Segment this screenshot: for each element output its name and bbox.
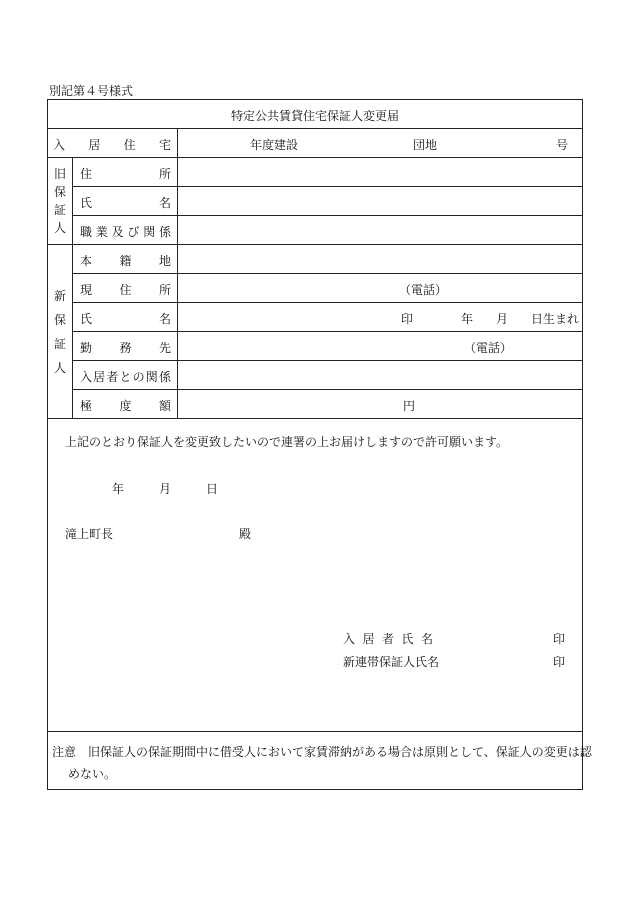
max-amount-label: 極 度 額: [80, 399, 171, 413]
residence-number: 号: [556, 138, 569, 152]
honorific: 殿: [239, 527, 252, 541]
residence-label: 入 居 住 宅: [53, 138, 171, 152]
resident-seal: 印: [553, 632, 566, 646]
new-guarantor-seal: 印: [553, 655, 566, 669]
current-address-label: 現 住 所: [80, 283, 171, 297]
seal-mark: 印: [401, 312, 414, 326]
resident-name-label: 入 居 者 氏 名: [343, 632, 433, 646]
new-name-label: 氏 名: [80, 312, 171, 326]
new-guarantor-signature-label: 新連帯保証人氏名: [343, 655, 440, 669]
note-line-1: 旧保証人の保証期間中に借受人において家賃滞納がある場合は原則として、保証人の変更は認: [88, 745, 592, 759]
note-prefix: 注意: [52, 745, 77, 759]
new-name-field[interactable]: [178, 303, 582, 330]
date-day: 日: [206, 482, 219, 496]
old-address-field[interactable]: [178, 158, 582, 185]
relationship-label: 入 居 者 と の 関 係: [80, 370, 171, 384]
old-name-label: 氏 名: [80, 196, 171, 210]
birth-year-label: 年: [461, 312, 474, 326]
form-title: 特定公共賃貸住宅保証人変更届: [230, 109, 399, 123]
phone-label: （電話）: [399, 283, 448, 297]
workplace-phone-label: （電話）: [464, 341, 513, 355]
yen-label: 円: [403, 399, 416, 413]
workplace-field[interactable]: [178, 332, 582, 359]
registered-domicile-label: 本 籍 地: [80, 254, 171, 268]
old-name-field[interactable]: [178, 187, 582, 214]
request-text: 上記のとおり保証人を変更致したいので連署の上お届けしますので許可願います。: [65, 435, 509, 449]
old-occupation-label: 職 業 及 び 関 係: [80, 225, 171, 239]
old-address-label: 住 所: [80, 167, 171, 181]
form-number: 別記第４号様式: [49, 84, 134, 98]
date-year: 年: [112, 482, 125, 496]
max-amount-field[interactable]: [178, 390, 582, 417]
date-month: 月: [159, 482, 172, 496]
workplace-label: 勤 務 先: [80, 341, 171, 355]
residence-year: 年度建設: [250, 138, 299, 152]
relationship-field[interactable]: [178, 361, 582, 388]
old-occupation-field[interactable]: [178, 216, 582, 243]
birth-month-label: 月: [496, 312, 509, 326]
registered-domicile-field[interactable]: [178, 245, 582, 272]
birth-day-label: 日生まれ: [531, 312, 580, 326]
current-address-field[interactable]: [178, 274, 582, 301]
note-line-2: めない。: [68, 767, 117, 781]
residence-complex: 団地: [413, 138, 438, 152]
addressee: 滝上町長: [65, 527, 114, 541]
